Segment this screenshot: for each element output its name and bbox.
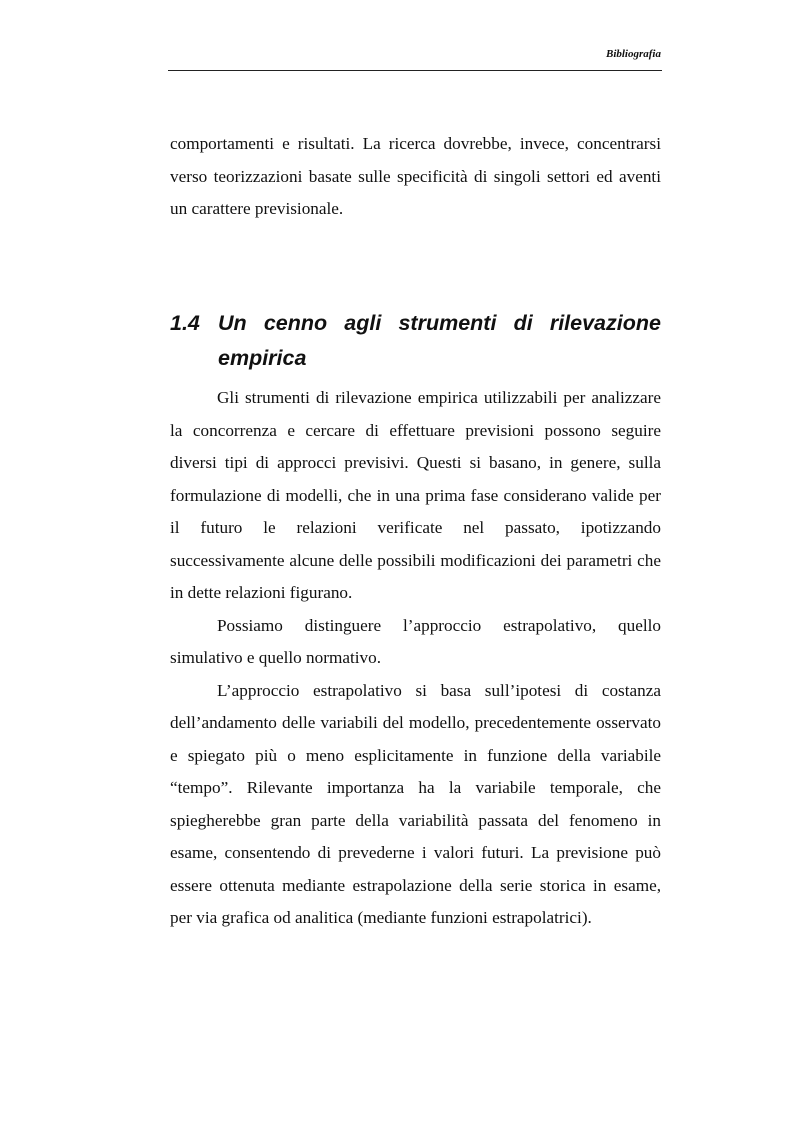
section-paragraph-1: Gli strumenti di rilevazione empirica utilizzabili per analizzare la concorrenza e cercare di effettuare previsioni possono seguire diversi tipi di approcci previsivi. Questi si basano, in genere, sulla formulazione di modelli, che in una prima fase considerano valide per il futuro le relazioni verificate nel passato, ipotizzando successivamente alcune delle possibili modificazioni dei parametri che in dette relazioni figurano. [170, 388, 661, 602]
section-title-word: di [513, 311, 533, 335]
section-title-words [218, 306, 661, 341]
section-body [170, 382, 661, 935]
continuation-paragraph: comportamenti e risultati. La ricerca dovrebbe, invece, concentrarsi verso teorizzazioni basate sulle specificità di singoli settori ed aventi un carattere previsionale. [170, 134, 661, 218]
section-title-word: cenno [263, 311, 328, 335]
section-number: 1.4 [170, 311, 200, 335]
section-paragraph-3: L’approccio estrapolativo si basa sull’ipotesi di costanza dell’andamento delle variabili del modello, precedentemente osservato e spiegato più o meno esplicitamente in funzione della variabile “tempo”. Rilevante importanza ha la variabile temporale, che spiegherebbe gran parte della variabilità passata del fenomeno in esame, consentendo di prevederne i valori futuri. La previsione può essere ottenuta mediante estrapolazione della serie storica in esame, per via grafica od analitica (mediante funzioni estrapolatrici). [170, 680, 661, 927]
section-heading [170, 306, 661, 376]
section-heading-line-2: empirica [218, 346, 307, 370]
section-heading-line-1 [170, 306, 661, 341]
section-title-word: Un [218, 311, 247, 335]
header-rule [168, 70, 662, 71]
section-title-word: agli [344, 311, 382, 335]
section-paragraph-2: Possiamo distinguere l’approccio estrapolativo, quello simulativo e quello normativo. [170, 615, 661, 667]
section-title-word: strumenti [398, 311, 497, 335]
running-header: Bibliografia [605, 48, 661, 60]
section-title-word: rilevazione [549, 311, 661, 335]
